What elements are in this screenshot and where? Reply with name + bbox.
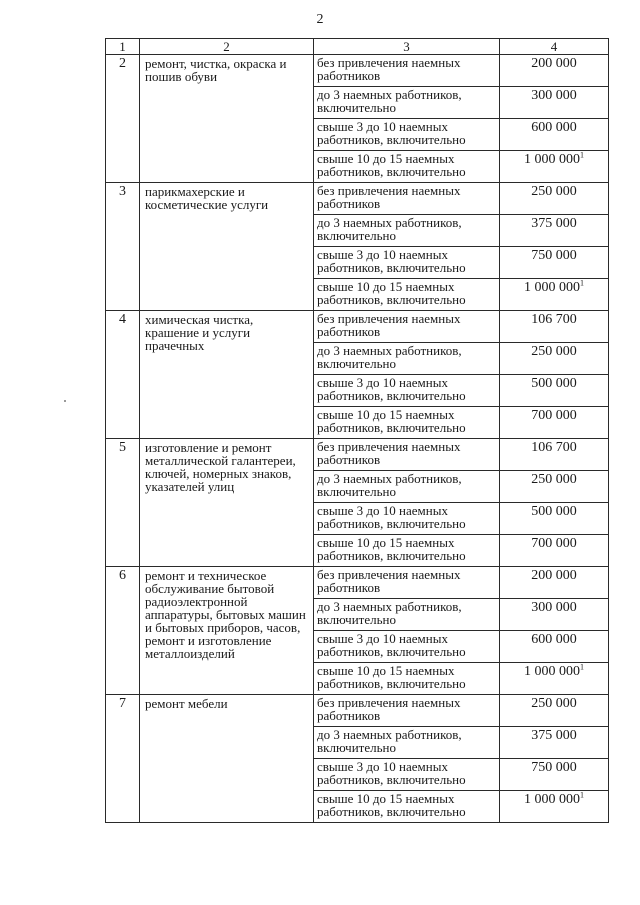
employee-condition-cell: без привлечения наемных работников: [314, 439, 500, 471]
amount-value: 700 000: [531, 408, 577, 423]
employee-condition-cell: без привлечения наемных работников: [314, 55, 500, 87]
table-row: [106, 55, 609, 87]
amount-value: 750 000: [531, 760, 577, 775]
service-type-cell: парикмахерские и косметические услуги: [140, 183, 314, 311]
service-type-cell: химическая чистка, крашение и услуги прачечных: [140, 311, 314, 439]
amount-value: 375 000: [531, 728, 577, 743]
amount-cell: [500, 631, 609, 663]
service-type-cell: изготовление и ремонт металлической галантереи, ключей, номерных знаков, указателей улиц: [140, 439, 314, 567]
amount-value: 106 700: [531, 440, 577, 455]
amount-value: 106 700: [531, 312, 577, 327]
amount-cell: [500, 567, 609, 599]
amount-cell: [500, 503, 609, 535]
employee-condition-cell: свыше 10 до 15 наемных работников, включительно: [314, 279, 500, 311]
amount-cell: [500, 471, 609, 503]
amount-value: 250 000: [531, 184, 577, 199]
employee-condition-cell: свыше 10 до 15 наемных работников, включительно: [314, 407, 500, 439]
table-row: [106, 567, 609, 599]
footnote-marker: 1: [580, 278, 584, 288]
service-type-cell: ремонт и техническое обслуживание бытовой радиоэлектронной аппаратуры, бытовых машин и бытовых приборов, часов, ремонт и изготовление металлоизделий: [140, 567, 314, 695]
amount-value: 300 000: [531, 600, 577, 615]
column-header-3: 3: [314, 39, 500, 55]
amount-cell: [500, 439, 609, 471]
employee-condition-cell: свыше 3 до 10 наемных работников, включительно: [314, 759, 500, 791]
amount-cell: [500, 119, 609, 151]
amount-cell: [500, 695, 609, 727]
employee-condition-cell: до 3 наемных работников, включительно: [314, 471, 500, 503]
employee-condition-cell: без привлечения наемных работников: [314, 311, 500, 343]
table-row: [106, 695, 609, 727]
amount-cell: [500, 87, 609, 119]
amount-value: 1 000 000: [524, 152, 580, 167]
amount-value: 300 000: [531, 88, 577, 103]
employee-condition-cell: до 3 наемных работников, включительно: [314, 343, 500, 375]
scan-speck: [64, 400, 66, 402]
employee-condition-cell: свыше 10 до 15 наемных работников, включительно: [314, 151, 500, 183]
row-number-cell: 6: [106, 567, 140, 695]
amount-cell: [500, 215, 609, 247]
amount-cell: [500, 791, 609, 823]
employee-condition-cell: свыше 3 до 10 наемных работников, включительно: [314, 631, 500, 663]
amount-cell: [500, 599, 609, 631]
footnote-marker: 1: [580, 790, 584, 800]
amount-cell: [500, 727, 609, 759]
amount-cell: [500, 535, 609, 567]
row-number-cell: 5: [106, 439, 140, 567]
amount-cell: [500, 407, 609, 439]
employee-condition-cell: без привлечения наемных работников: [314, 183, 500, 215]
table-body: [106, 39, 609, 823]
amount-cell: [500, 375, 609, 407]
employee-condition-cell: без привлечения наемных работников: [314, 695, 500, 727]
page-number: 2: [316, 12, 324, 27]
footnote-marker: 1: [580, 150, 584, 160]
amount-cell: [500, 183, 609, 215]
amount-cell: [500, 55, 609, 87]
amount-cell: [500, 279, 609, 311]
header-row: [106, 39, 609, 55]
employee-condition-cell: до 3 наемных работников, включительно: [314, 727, 500, 759]
row-number-cell: 2: [106, 55, 140, 183]
employee-condition-cell: до 3 наемных работников, включительно: [314, 599, 500, 631]
tax-rate-table: [105, 38, 609, 823]
amount-value: 1 000 000: [524, 664, 580, 679]
row-number-cell: 7: [106, 695, 140, 823]
employee-condition-cell: свыше 3 до 10 наемных работников, включительно: [314, 119, 500, 151]
amount-value: 500 000: [531, 376, 577, 391]
column-header-1: 1: [106, 39, 140, 55]
amount-value: 250 000: [531, 696, 577, 711]
employee-condition-cell: свыше 10 до 15 наемных работников, включительно: [314, 663, 500, 695]
table-row: [106, 439, 609, 471]
amount-cell: [500, 663, 609, 695]
row-number-cell: 4: [106, 311, 140, 439]
amount-value: 200 000: [531, 568, 577, 583]
amount-value: 700 000: [531, 536, 577, 551]
employee-condition-cell: свыше 3 до 10 наемных работников, включительно: [314, 247, 500, 279]
employee-condition-cell: до 3 наемных работников, включительно: [314, 215, 500, 247]
amount-value: 200 000: [531, 56, 577, 71]
employee-condition-cell: свыше 10 до 15 наемных работников, включительно: [314, 791, 500, 823]
amount-cell: [500, 311, 609, 343]
employee-condition-cell: свыше 3 до 10 наемных работников, включительно: [314, 503, 500, 535]
row-number-cell: 3: [106, 183, 140, 311]
table-row: [106, 311, 609, 343]
service-type-cell: ремонт, чистка, окраска и пошив обуви: [140, 55, 314, 183]
amount-value: 500 000: [531, 504, 577, 519]
employee-condition-cell: свыше 10 до 15 наемных работников, включительно: [314, 535, 500, 567]
amount-value: 1 000 000: [524, 280, 580, 295]
amount-value: 375 000: [531, 216, 577, 231]
employee-condition-cell: свыше 3 до 10 наемных работников, включительно: [314, 375, 500, 407]
amount-value: 750 000: [531, 248, 577, 263]
footnote-marker: 1: [580, 662, 584, 672]
column-header-4: 4: [500, 39, 609, 55]
table-row: [106, 183, 609, 215]
employee-condition-cell: до 3 наемных работников, включительно: [314, 87, 500, 119]
amount-cell: [500, 151, 609, 183]
service-type-cell: ремонт мебели: [140, 695, 314, 823]
amount-cell: [500, 343, 609, 375]
amount-cell: [500, 759, 609, 791]
amount-value: 250 000: [531, 472, 577, 487]
employee-condition-cell: без привлечения наемных работников: [314, 567, 500, 599]
amount-value: 600 000: [531, 632, 577, 647]
amount-cell: [500, 247, 609, 279]
amount-value: 250 000: [531, 344, 577, 359]
column-header-2: 2: [140, 39, 314, 55]
amount-value: 1 000 000: [524, 792, 580, 807]
amount-value: 600 000: [531, 120, 577, 135]
